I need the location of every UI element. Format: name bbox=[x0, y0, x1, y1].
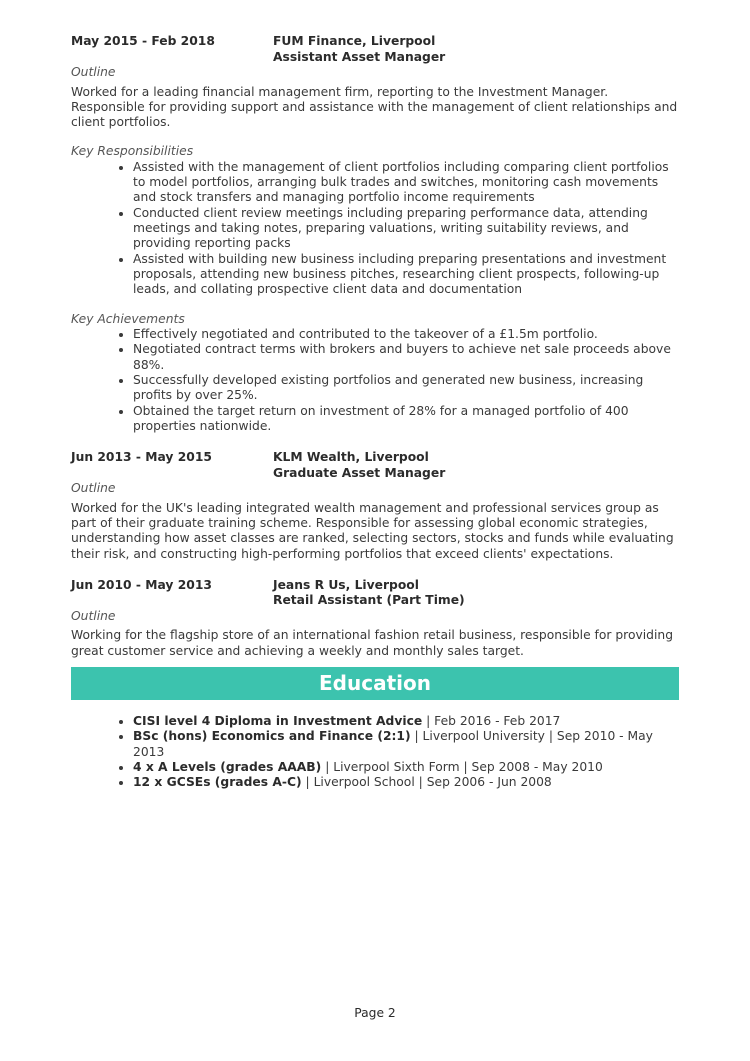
achievements-label: Key Achievements bbox=[71, 311, 185, 326]
list-item: • Negotiated contract terms with brokers and buyers to achieve net sale proceeds above 88%. bbox=[133, 342, 679, 373]
job-header bbox=[71, 34, 679, 65]
job-title: Assistant Asset Manager bbox=[273, 49, 446, 64]
job-entry bbox=[71, 450, 679, 562]
list-item bbox=[133, 729, 679, 760]
achievements-list bbox=[71, 327, 679, 434]
list-item: • Successfully developed existing portfolios and generated new business, increasing profits by over 25%. bbox=[133, 373, 679, 404]
outline-label: Outline bbox=[71, 65, 116, 79]
job-entry bbox=[71, 34, 679, 434]
job-title: Retail Assistant (Part Time) bbox=[273, 593, 465, 608]
job-header bbox=[71, 450, 679, 481]
education-detail: | Feb 2016 - Feb 2017 bbox=[422, 713, 561, 728]
outline-text: Working for the flagship store of an international fashion retail business, responsible for providing great customer service and achieving a weekly and monthly sales target. bbox=[71, 628, 673, 658]
job-dates: Jun 2013 - May 2015 bbox=[71, 450, 212, 465]
page-number: Page 2 bbox=[354, 1006, 396, 1020]
education-title: 12 x GCSEs (grades A-C) bbox=[133, 775, 302, 790]
company-name: FUM Finance, Liverpool bbox=[273, 34, 436, 48]
job-title: Graduate Asset Manager bbox=[273, 465, 446, 480]
responsibilities-label: Key Responsibilities bbox=[71, 144, 194, 159]
job-org bbox=[273, 450, 445, 481]
education-title: CISI level 4 Diploma in Investment Advice bbox=[133, 713, 423, 728]
job-org bbox=[273, 578, 465, 609]
outline-label: Outline bbox=[71, 608, 116, 623]
education-heading: Education bbox=[71, 667, 679, 700]
education-detail: | Liverpool Sixth Form | Sep 2008 - May 2010 bbox=[321, 759, 603, 774]
list-item: • Effectively negotiated and contributed to the takeover of a £1.5m portfolio. bbox=[133, 327, 679, 342]
list-item: • Assisted with building new business including preparing presentations and investment proposals, attending new business pitches, researching client prospects, following-up leads, and collating prospective client data and documentation bbox=[133, 252, 679, 298]
list-item bbox=[133, 714, 679, 729]
education-title: 4 x A Levels (grades AAAB) bbox=[133, 759, 322, 774]
list-item: • Assisted with the management of client portfolios including comparing client portfolios to model portfolios, arranging bulk trades and switches, monitoring cash movements and stock transfers and managing portfolio income requirements bbox=[133, 160, 679, 206]
outline-label: Outline bbox=[71, 481, 116, 496]
education-detail: | Liverpool University | Sep 2010 - May 2013 bbox=[133, 729, 653, 759]
list-item: • Obtained the target return on investment of 28% for a managed portfolio of 400 properties nationwide. bbox=[133, 404, 679, 435]
outline-text: Worked for a leading financial management firm, reporting to the Investment Manager. Responsible for providing support and assistance with the management of client relationships and client portfolios. bbox=[71, 84, 678, 130]
job-entry bbox=[71, 578, 679, 659]
education-title: BSc (hons) Economics and Finance (2:1) bbox=[133, 729, 411, 744]
job-dates: Jun 2010 - May 2013 bbox=[71, 577, 212, 592]
company-name: Jeans R Us, Liverpool bbox=[273, 577, 419, 592]
job-org bbox=[273, 34, 445, 65]
job-dates: May 2015 - Feb 2018 bbox=[71, 34, 215, 48]
company-name: KLM Wealth, Liverpool bbox=[273, 450, 429, 465]
education-list bbox=[71, 714, 679, 790]
job-header bbox=[71, 578, 679, 609]
list-item: • Conducted client review meetings including preparing performance data, attending meetings and taking notes, preparing valuations, writing suitability reviews, and providing reporting packs bbox=[133, 206, 679, 252]
list-item bbox=[133, 760, 679, 775]
outline-text: Worked for the UK's leading integrated wealth management and professional services group as part of their graduate training scheme. Responsible for assessing global economic strategies, understanding how asset classes are ranked, selecting sectors, stocks and funds while evaluating their risk, and constructing high-performing portfolios that exceed clients' expectations. bbox=[71, 500, 674, 561]
responsibilities-list bbox=[71, 160, 679, 298]
list-item bbox=[133, 775, 679, 790]
education-detail: | Liverpool School | Sep 2006 - Jun 2008 bbox=[301, 775, 552, 790]
resume-page bbox=[71, 34, 679, 790]
